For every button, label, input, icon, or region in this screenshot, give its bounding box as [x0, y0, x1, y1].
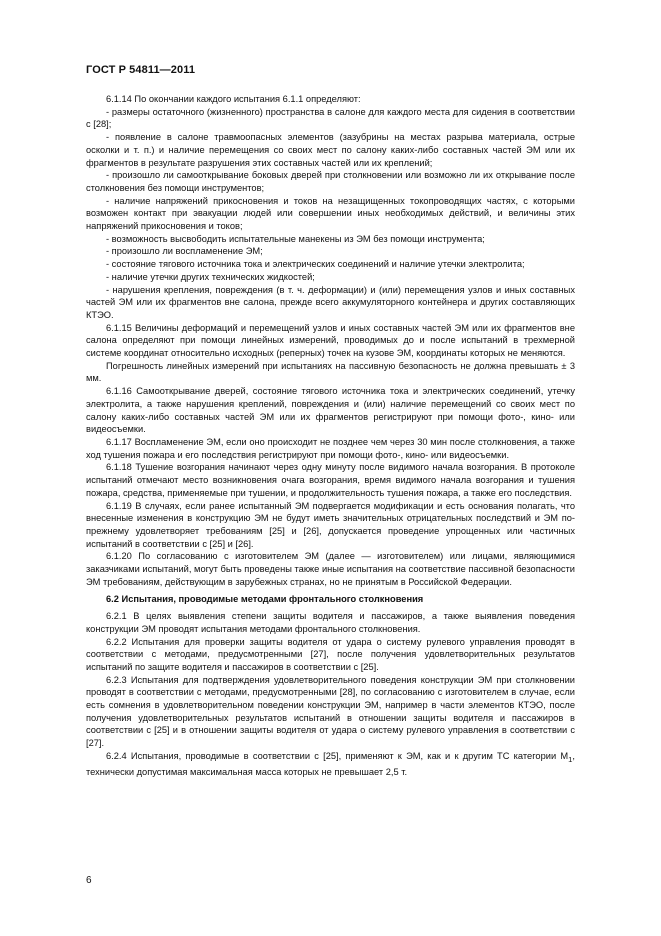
- paragraph: 6.1.18 Тушение возгорания начинают через одну минуту после видимого начала возгорания. В протоколе испытаний отмечают место возникновения очага возгорания, время видимого начала возгорания и тушения пожара, средства, применяемые при тушении, и продолжительность тушения пожара, а также его последствия.: [86, 462, 575, 498]
- paragraph: 6.1.15 Величины деформаций и перемещений узлов и иных составных частей ЭМ или их фрагментов вне салона определяют при помощи линейных измерений, проводимых до и после испытаний в трехмерной системе координат относительно исходных (реперных) точек на кузове ЭМ, координаты которых не меняются.: [86, 322, 575, 359]
- paragraph-text: 6.2.4 Испытания, проводимые в соответствии с [25], применяют к ЭМ, как и к другим ТС категории М: [106, 750, 569, 761]
- document-header: ГОСТ Р 54811—2011: [86, 64, 196, 76]
- paragraph: 6.2.3 Испытания для подтверждения удовлетворительного поведения конструкции ЭМ при столкновении проводят в соответствии с методами, предусмотренными [28], по согласованию с изготовителем в случае, если есть сомнения в удовлетворительном поведении конструкции ЭМ, например в части элементов КТЭО, после получения удовлетворительных результатов испытаний в отношении защиты водителя и пассажиров в соответствии с [25] и в отношении защиты водителя от удара о систему рулевого управления в соответствии с [27].: [86, 674, 575, 749]
- list-item: - наличие утечки других технических жидкостей;: [106, 271, 315, 282]
- list-item: - произошло ли самооткрывание боковых дверей при столкновении или возможно ли их открывание после столкновения без помощи инструментов;: [86, 170, 575, 193]
- paragraph: 6.2.2 Испытания для проверки защиты водителя от удара о систему рулевого управления проводят в соответствии с методами, предусмотренными [27], после получения удовлетворительных результатов испытаний по защите водителя и пассажиров в соответствии с [25].: [86, 636, 575, 672]
- list-item: - появление в салоне травмоопасных элементов (зазубрины на местах разрыва материала, острые осколки и т. п.) и наличие перемещения со своих мест по салону каких-либо составных частей ЭМ или их фрагментов в результате разрушения этих составных частей или их креплений;: [86, 132, 575, 168]
- section-heading: 6.2 Испытания, проводимые методами фронтального столкновения: [106, 594, 424, 605]
- list-item: - возможность высвободить испытательные манекены из ЭМ без помощи инструмента;: [106, 233, 485, 244]
- paragraph: 6.2.1 В целях выявления степени защиты водителя и пассажиров, а также выявления поведения конструкции ЭМ проводят испытания методами фронтального столкновения.: [86, 611, 575, 634]
- list-item: - нарушения крепления, повреждения (в т. ч. деформации) и (или) перемещения узлов и иных составных частей ЭМ или их фрагментов вне салона, прежде всего аккумуляторного контейнера и других составляющих КТЭО.: [86, 284, 575, 320]
- list-item: - произошло ли воспламенение ЭМ;: [106, 246, 263, 257]
- paragraph: 6.1.17 Воспламенение ЭМ, если оно происходит не позднее чем через 30 мин после столкновения, а также ход тушения пожара и его последствия регистрируют при помощи фото-, кино- или видеосъемки.: [86, 436, 575, 460]
- page-number: 6: [86, 875, 92, 886]
- paragraph: [86, 750, 575, 779]
- paragraph: Погрешность линейных измерений при испытаниях на пассивную безопасность не должна превышать ± 3 мм.: [86, 360, 575, 384]
- document-body: [86, 93, 575, 779]
- paragraph: 6.1.14 По окончании каждого испытания 6.1.1 определяют:: [106, 94, 361, 104]
- paragraph: 6.1.19 В случаях, если ранее испытанный ЭМ подвергается модификации и есть основания полагать, что внесенные изменения в конструкцию ЭМ не будут иметь значительных отрицательных последствий и ЭМ по-прежнему удовлетворяет требованиям [25] и [26], допускается проведение упрощенных или частичных испытаний в соответствии с [25] и [26].: [86, 500, 575, 549]
- list-item: - размеры остаточного (жизненного) пространства в салоне для каждого места для сидения в соответствии с [28];: [86, 106, 575, 130]
- subscript: 1: [568, 754, 573, 764]
- paragraph: 6.1.20 По согласованию с изготовителем ЭМ (далее — изготовителем) или лицами, являющимися заказчиками испытаний, могут быть проведены также иные испытания на соответствие пассивной безопасности ЭМ требованиям, действующим в зарубежных странах, но не принятым в Российской Федерации.: [86, 551, 575, 587]
- list-item: - наличие напряжений прикосновения и токов на незащищенных токопроводящих частях, с которыми возможен контакт при эвакуации людей или совершении иных необходимых действий, и величины этих напряжений прикосновения и токов;: [86, 195, 575, 232]
- paragraph-text: , технически допустимая максимальная масса которых не превышает 2,5 т.: [86, 750, 575, 778]
- list-item: - состояние тягового источника тока и электрических соединений и наличие утечки электролита;: [106, 259, 525, 270]
- paragraph: 6.1.16 Самооткрывание дверей, состояние тягового источника тока и электрических соединений, утечку электролита, а также нарушения креплений, повреждения и (или) наличие перемещений со своих мест по салону каких-либо составных частей ЭМ или их фрагментов регистрируют при помощи фото-, кино- или видеосъемки.: [86, 386, 575, 435]
